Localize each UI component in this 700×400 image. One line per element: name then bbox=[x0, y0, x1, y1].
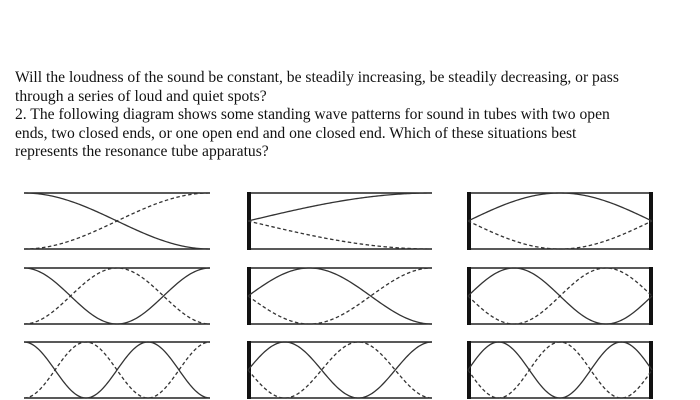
tube-open-open-2-wave-dashed bbox=[24, 268, 210, 324]
tube-closed-closed-1-wave-solid bbox=[468, 193, 652, 221]
question-line-5: represents the resonance tube apparatus? bbox=[15, 143, 269, 161]
question-line-2: through a series of loud and quiet spots? bbox=[15, 87, 267, 105]
tube-closed-open-2-wave-solid bbox=[248, 268, 432, 324]
tube-closed-closed-1-wave-dashed bbox=[468, 221, 652, 249]
tube-open-open-1-wave-dashed bbox=[24, 193, 210, 249]
tube-closed-open-1-wave-dashed bbox=[248, 221, 432, 249]
tube-closed-closed-2-wave-dashed bbox=[468, 268, 652, 324]
tube-open-open-2-wave-solid bbox=[24, 268, 210, 324]
question-line-4: ends, two closed ends, or one open end and one closed end. Which of these situations best bbox=[15, 124, 577, 142]
tube-open-open-3-wave-solid bbox=[24, 342, 210, 398]
tube-closed-open-1-wave-solid bbox=[248, 193, 432, 221]
tube-closed-closed-3-wave-solid bbox=[468, 342, 652, 398]
tube-closed-closed-3-wave-dashed bbox=[468, 342, 652, 398]
question-line-1: Will the loudness of the sound be constant, be steadily increasing, be steadily decreasing, or pass bbox=[15, 69, 619, 86]
question-line-3: 2. The following diagram shows some standing wave patterns for sound in tubes with two open bbox=[15, 106, 610, 124]
